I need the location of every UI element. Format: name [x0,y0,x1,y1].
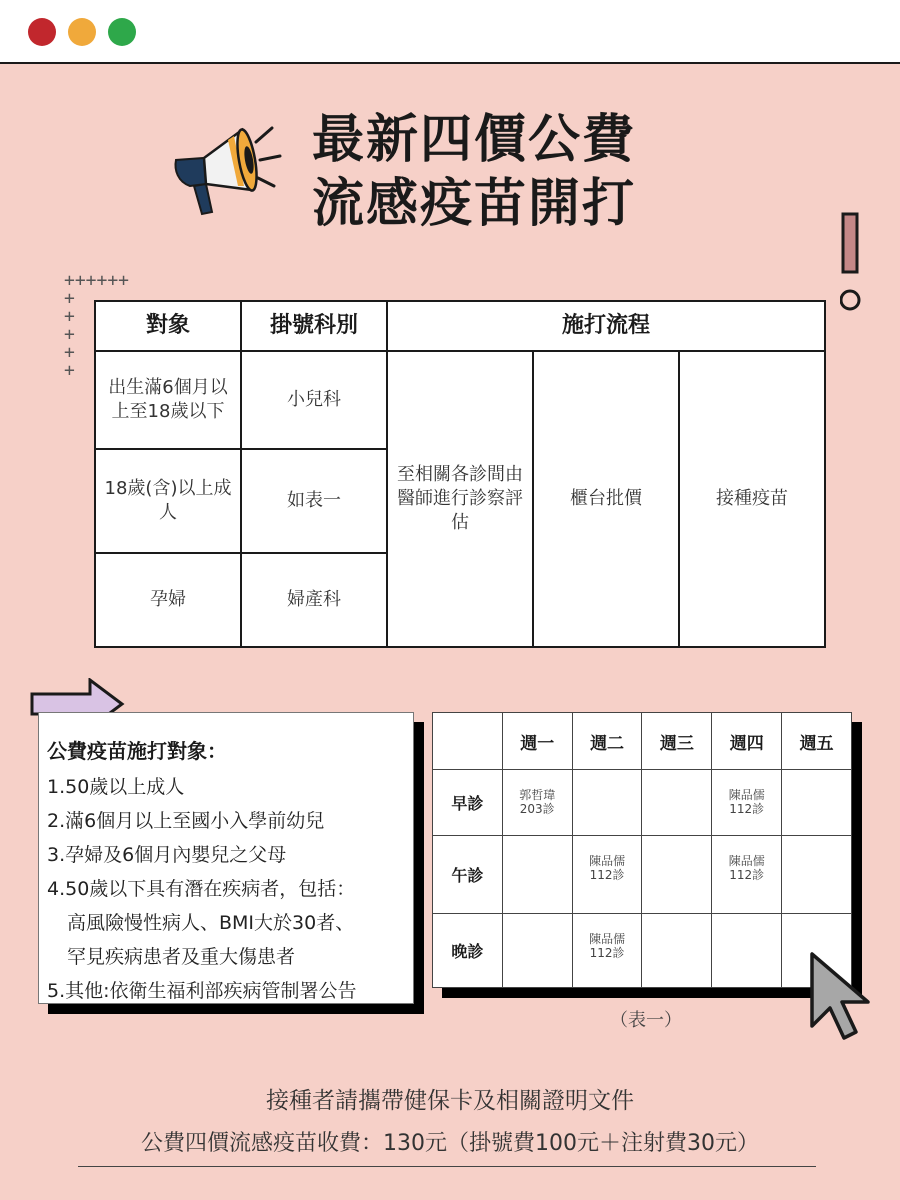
day-header: 週三 [642,713,712,770]
slot-room: 112診 [589,946,625,960]
day-header: 週五 [782,713,852,770]
schedule-slot [642,770,712,836]
slot-room: 203診 [519,802,555,816]
schedule-slot [712,770,782,836]
slot-doctor: 陳品儒 [589,854,626,868]
plus-row-decoration: ++++++ [64,270,130,291]
schedule-slot [572,914,642,988]
eligibility-panel [38,712,414,1004]
close-window-dot[interactable] [28,18,56,46]
eligibility-item: 5.其他:依衛生福利部疾病管制署公告 [47,980,357,1002]
plus-decoration: + [64,342,75,363]
footer-note: 接種者請攜帶健保卡及相關證明文件 [266,1088,634,1114]
day-header: 週四 [712,713,782,770]
title-line-1: 最新四價公費 [312,110,637,170]
schedule-slot [502,770,572,836]
target-cell: 18歲(含)以上成人 [95,449,241,553]
schedule-slot [782,770,852,836]
page-title [312,108,636,236]
plus-decoration: + [64,324,75,345]
footer-divider [78,1166,816,1167]
maximize-window-dot[interactable] [108,18,136,46]
schedule-slot [502,914,572,988]
table-row [95,351,825,449]
schedule-caption: （表一） [610,1010,682,1031]
department-cell: 如表一 [241,449,387,553]
plus-decoration: + [64,360,75,381]
schedule-slot [642,914,712,988]
title-line-2: 流感疫苗開打 [312,174,637,234]
slot-room: 112診 [729,868,765,882]
session-label: 早診 [433,770,503,836]
table-header-row [95,301,825,351]
step-vaccinate-cell: 接種疫苗 [679,351,825,647]
schedule-row [433,770,852,836]
eligibility-item: 高風險慢性病人、BMI大於30者、 [67,912,355,934]
plus-decoration: + [64,306,75,327]
schedule-row [433,914,852,988]
eligibility-item: 2.滿6個月以上至國小入學前幼兒 [47,810,325,832]
slot-room: 112診 [729,802,765,816]
window-title-bar [0,0,900,64]
schedule-corner-cell [433,713,503,770]
schedule-slot [642,836,712,914]
slot-doctor: 郭哲瑋 [519,788,556,802]
schedule-slot [712,914,782,988]
target-cell: 出生滿6個月以上至18歲以下 [95,351,241,449]
slot-doctor: 陳品儒 [728,854,765,868]
day-header: 週二 [572,713,642,770]
step-exam-cell: 至相關各診間由醫師進行診察評估 [387,351,533,647]
header-target: 對象 [95,301,241,351]
eligibility-item: 3.孕婦及6個月內嬰兒之父母 [47,844,287,866]
session-label: 午診 [433,836,503,914]
target-cell: 孕婦 [95,553,241,647]
department-cell: 婦產科 [241,553,387,647]
eligibility-item: 4.50歲以下具有潛在疾病者，包括： [47,878,356,900]
eligibility-heading: 公費疫苗施打對象： [47,739,227,763]
minimize-window-dot[interactable] [68,18,96,46]
schedule-slot [712,836,782,914]
header-department: 掛號科別 [241,301,387,351]
vaccination-process-table [94,300,826,648]
cursor-pointer-icon [806,950,876,1044]
slot-doctor: 陳品儒 [728,788,765,802]
day-header: 週一 [502,713,572,770]
slot-doctor: 陳品儒 [589,932,626,946]
schedule-slot [782,836,852,914]
step-billing-cell: 櫃台批價 [533,351,679,647]
schedule-row [433,836,852,914]
slot-room: 112診 [589,868,625,882]
megaphone-icon [168,120,284,220]
plus-decoration: + [64,288,75,309]
department-cell: 小兒科 [241,351,387,449]
schedule-header-row [433,713,852,770]
schedule-slot [572,836,642,914]
clinic-schedule-table [432,712,852,988]
eligibility-item: 1.50歲以上成人 [47,776,185,798]
fee-note: 公費四價流感疫苗收費：130元（掛號費100元＋注射費30元） [141,1131,759,1156]
session-label: 晚診 [433,914,503,988]
header-process: 施打流程 [387,301,825,351]
schedule-slot [502,836,572,914]
schedule-slot [572,770,642,836]
exclamation-icon [840,212,862,312]
eligibility-item: 罕見疾病患者及重大傷患者 [67,946,296,968]
